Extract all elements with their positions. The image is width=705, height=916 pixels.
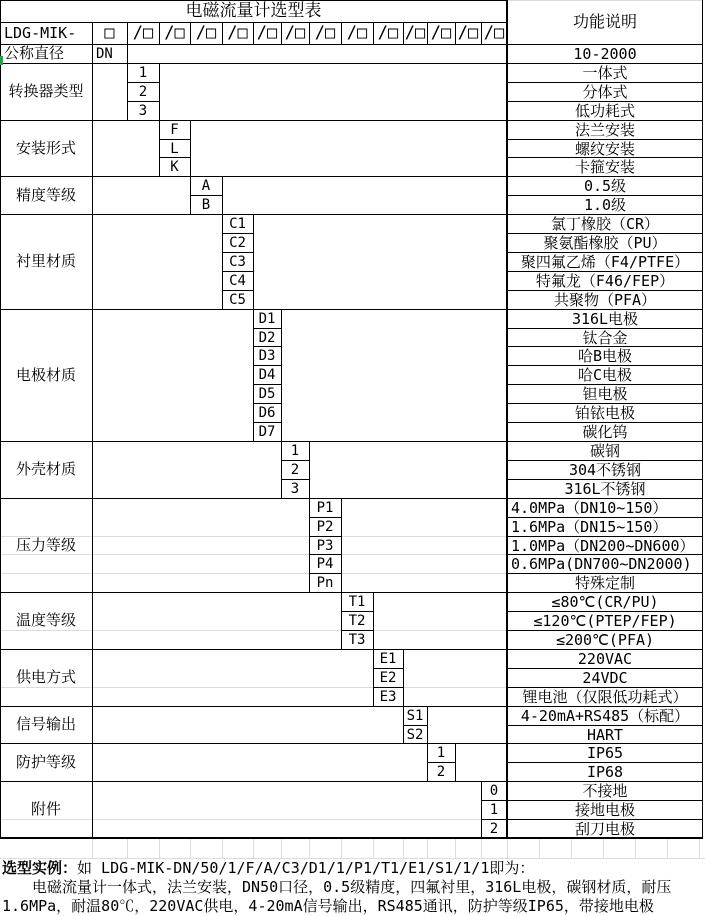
code-cell: 2: [436, 764, 446, 780]
code-box-cell: /□: [284, 22, 306, 43]
desc-cell: 一体式: [582, 63, 628, 82]
desc-cell: 卡箍安装: [574, 157, 635, 176]
grid-line-v: [481, 838, 482, 858]
code-cell: D3: [258, 348, 276, 364]
code-cell: D7: [258, 424, 276, 440]
example-line-2: 电磁流量计一体式，法兰安装，DN50口径，0.5级精度，四氟衬里，316L电极，碳钢材质，耐压: [2, 878, 672, 896]
desc-cell: HART: [586, 725, 624, 744]
code-cell: 2: [489, 821, 499, 837]
code-cell: L: [170, 141, 179, 157]
grid-line-v: [190, 838, 191, 858]
desc-cell: 4.0MPa（DN10~150）: [511, 498, 668, 517]
desc-cell: 1.6MPa（DN15~150）: [511, 517, 668, 536]
grid-line-v: [253, 838, 254, 858]
group-label: 防护等级: [15, 752, 76, 771]
code-cell: E3: [379, 689, 397, 705]
code-box-cell: /□: [227, 22, 248, 43]
desc-cell: 哈C电极: [577, 365, 633, 384]
desc-cell: 0.6MPa(DN700~DN2000): [511, 554, 692, 573]
code-cell: D6: [258, 405, 276, 421]
code-cell: K: [170, 159, 179, 175]
code-box-cell: /□: [377, 22, 399, 43]
desc-cell: 10-2000: [573, 44, 637, 63]
desc-cell: 钽电极: [582, 384, 628, 403]
desc-cell: 钛合金: [582, 328, 628, 347]
group-label: 供电方式: [15, 668, 76, 686]
code-cell: 1: [436, 745, 446, 761]
code-cell: E1: [379, 651, 397, 667]
code-cell: T1: [348, 594, 366, 610]
code-cell: C1: [229, 216, 246, 232]
grid-line-v: [455, 838, 456, 858]
group-label: 安装形式: [15, 138, 76, 157]
code-cell: C2: [229, 235, 246, 251]
group-label: 转换器类型: [8, 82, 84, 100]
group-label: 附件: [30, 800, 61, 818]
desc-cell: 哈B电极: [577, 346, 633, 365]
grid-line-v: [571, 838, 572, 858]
code-cell: T3: [348, 632, 366, 648]
code-cell: 2: [138, 84, 148, 100]
grid-line-v: [507, 838, 508, 858]
grid-line-v: [92, 838, 93, 858]
border-line-v: [403, 649, 404, 706]
grid-line-v: [603, 838, 604, 858]
desc-cell: 聚四氟乙烯（F4/PTFE）: [520, 252, 690, 271]
grid-line-v: [427, 838, 428, 858]
code-cell: P4: [316, 556, 334, 572]
border-line-v: [309, 441, 310, 498]
desc-cell: 铂铱电极: [574, 403, 635, 422]
code-box-cell: /□: [430, 22, 452, 43]
code-cell: Pn: [316, 575, 334, 591]
code-box-cell: /□: [314, 22, 336, 43]
grid-line-v: [222, 838, 223, 858]
code-cell: 2: [290, 462, 300, 478]
code-cell: E2: [379, 670, 397, 686]
desc-cell: 碳钢: [589, 441, 620, 460]
code-cell: B: [201, 197, 211, 213]
code-box-cell: /□: [256, 22, 278, 43]
example-intro: 如 LDG-MIK-DN/50/1/F/A/C3/D1/1/P1/T1/E1/S1/1/1即为：: [77, 859, 535, 877]
grid-line-v: [309, 838, 310, 858]
code-cell: 0: [489, 783, 499, 799]
code-cell: D5: [258, 386, 276, 402]
grid-line-v: [539, 838, 540, 858]
code-box-cell: /□: [457, 22, 479, 43]
desc-cell: 1.0级: [583, 195, 627, 214]
desc-cell: 法兰安装: [574, 120, 635, 139]
desc-cell: 220VAC: [577, 649, 633, 668]
desc-cell: ≤200℃(PFA): [555, 630, 655, 649]
group-label: 温度等级: [15, 611, 76, 629]
desc-cell: 不接地: [582, 781, 628, 800]
code-cell: D2: [258, 330, 276, 346]
desc-cell: ≤80℃(CR/PU): [551, 592, 659, 611]
code-box-cell: /□: [132, 22, 154, 43]
example-line-1: [2, 859, 703, 878]
code-cell: A: [201, 178, 211, 194]
code-cell: 1: [138, 65, 148, 81]
border-line-v: [427, 706, 428, 743]
group-label: 信号输出: [15, 715, 76, 733]
code-box-cell: /□: [404, 22, 426, 43]
border-line-v: [127, 44, 128, 63]
group-label: 公称直径: [4, 44, 65, 62]
desc-cell: 316L不锈钢: [564, 479, 646, 498]
grid-line-v: [127, 838, 128, 858]
code-cell: D4: [258, 367, 276, 383]
code-cell: S1: [406, 708, 424, 724]
code-cell: 3: [138, 103, 148, 119]
grid-line-v: [281, 838, 282, 858]
desc-cell: 特氟龙（F46/FEP）: [535, 271, 675, 290]
code-box-cell: □: [104, 22, 115, 43]
border-line-v: [222, 176, 223, 214]
example-label: 选型实例：: [2, 859, 78, 877]
desc-cell: 刮刀电极: [574, 819, 635, 838]
grid-line-v: [373, 838, 374, 858]
grid-line-v: [403, 838, 404, 858]
desc-cell: ≤120℃(PTEP/FEP): [533, 611, 677, 630]
border-line-v: [190, 120, 191, 176]
green-edge-marker: [0, 56, 3, 65]
code-box-cell: /□: [195, 22, 217, 43]
code-cell: S2: [406, 727, 424, 743]
border-line-v: [281, 309, 282, 441]
border-line-v: [92, 22, 93, 838]
desc-cell: 碳化钨: [582, 422, 628, 441]
code-cell: P2: [316, 519, 334, 535]
border-line-v: [159, 63, 160, 120]
desc-cell: 氯丁橡胶（CR）: [550, 214, 660, 233]
border-line-v: [455, 743, 456, 781]
code-cell: F: [170, 122, 179, 138]
code-cell: 1: [290, 443, 300, 459]
function-column-header: 功能说明: [572, 12, 637, 31]
code-box-cell: /□: [483, 22, 505, 43]
desc-cell: 聚氨酯橡胶（PU）: [543, 233, 667, 252]
border-line-v: [341, 498, 342, 592]
code-cell: C5: [229, 292, 246, 308]
grid-line-v: [341, 838, 342, 858]
desc-cell: IP65: [586, 743, 624, 762]
group-label: 电极材质: [15, 365, 76, 384]
model-prefix-cell: LDG-MIK-: [4, 23, 77, 42]
grid-line-v: [159, 838, 160, 858]
selection-example: [2, 859, 703, 916]
desc-cell: 特殊定制: [574, 573, 635, 592]
grid-line-v: [699, 838, 700, 858]
desc-cell: IP68: [586, 762, 624, 781]
code-cell: C4: [229, 273, 246, 289]
desc-cell: 共聚物（PFA）: [553, 290, 657, 309]
desc-cell: 316L电极: [571, 309, 639, 328]
code-cell: D1: [258, 311, 276, 327]
desc-cell: 24VDC: [582, 668, 628, 687]
code-cell: 1: [489, 802, 499, 818]
example-line-3: 1.6MPa，耐温80℃，220VAC供电，4-20mA信号输出，RS485通讯，防护等级IP65，带接地电极: [2, 897, 654, 915]
desc-cell: 螺纹安装: [574, 139, 635, 158]
desc-cell: 1.0MPa（DN200~DN600）: [511, 536, 695, 555]
code-cell: T2: [348, 613, 366, 629]
grid-line-v: [635, 838, 636, 858]
code-cell: P3: [316, 538, 334, 554]
desc-cell: 分体式: [582, 82, 628, 101]
code-cell: DN: [96, 46, 113, 62]
code-box-cell: /□: [164, 22, 185, 43]
border-line-v: [373, 592, 374, 649]
border-line-v: [253, 214, 254, 309]
code-cell: 3: [290, 481, 300, 497]
group-label: 精度等级: [15, 185, 76, 204]
desc-cell: 接地电极: [574, 800, 635, 819]
desc-cell: 低功耗式: [574, 101, 635, 120]
desc-cell: 4-20mA+RS485（标配）: [520, 706, 690, 725]
desc-cell: 锂电池（仅限低功耗式）: [522, 687, 688, 706]
group-label: 压力等级: [15, 535, 76, 554]
code-box-cell: /□: [346, 22, 368, 43]
group-label: 外壳材质: [15, 460, 76, 478]
table-title: 电磁流量计选型表: [185, 0, 322, 21]
desc-cell: 304不锈钢: [568, 460, 642, 479]
code-cell: P1: [316, 500, 334, 516]
grid-line-v: [667, 838, 668, 858]
code-cell: C3: [229, 254, 246, 270]
group-label: 衬里材质: [15, 252, 76, 270]
desc-cell: 0.5级: [583, 176, 627, 195]
